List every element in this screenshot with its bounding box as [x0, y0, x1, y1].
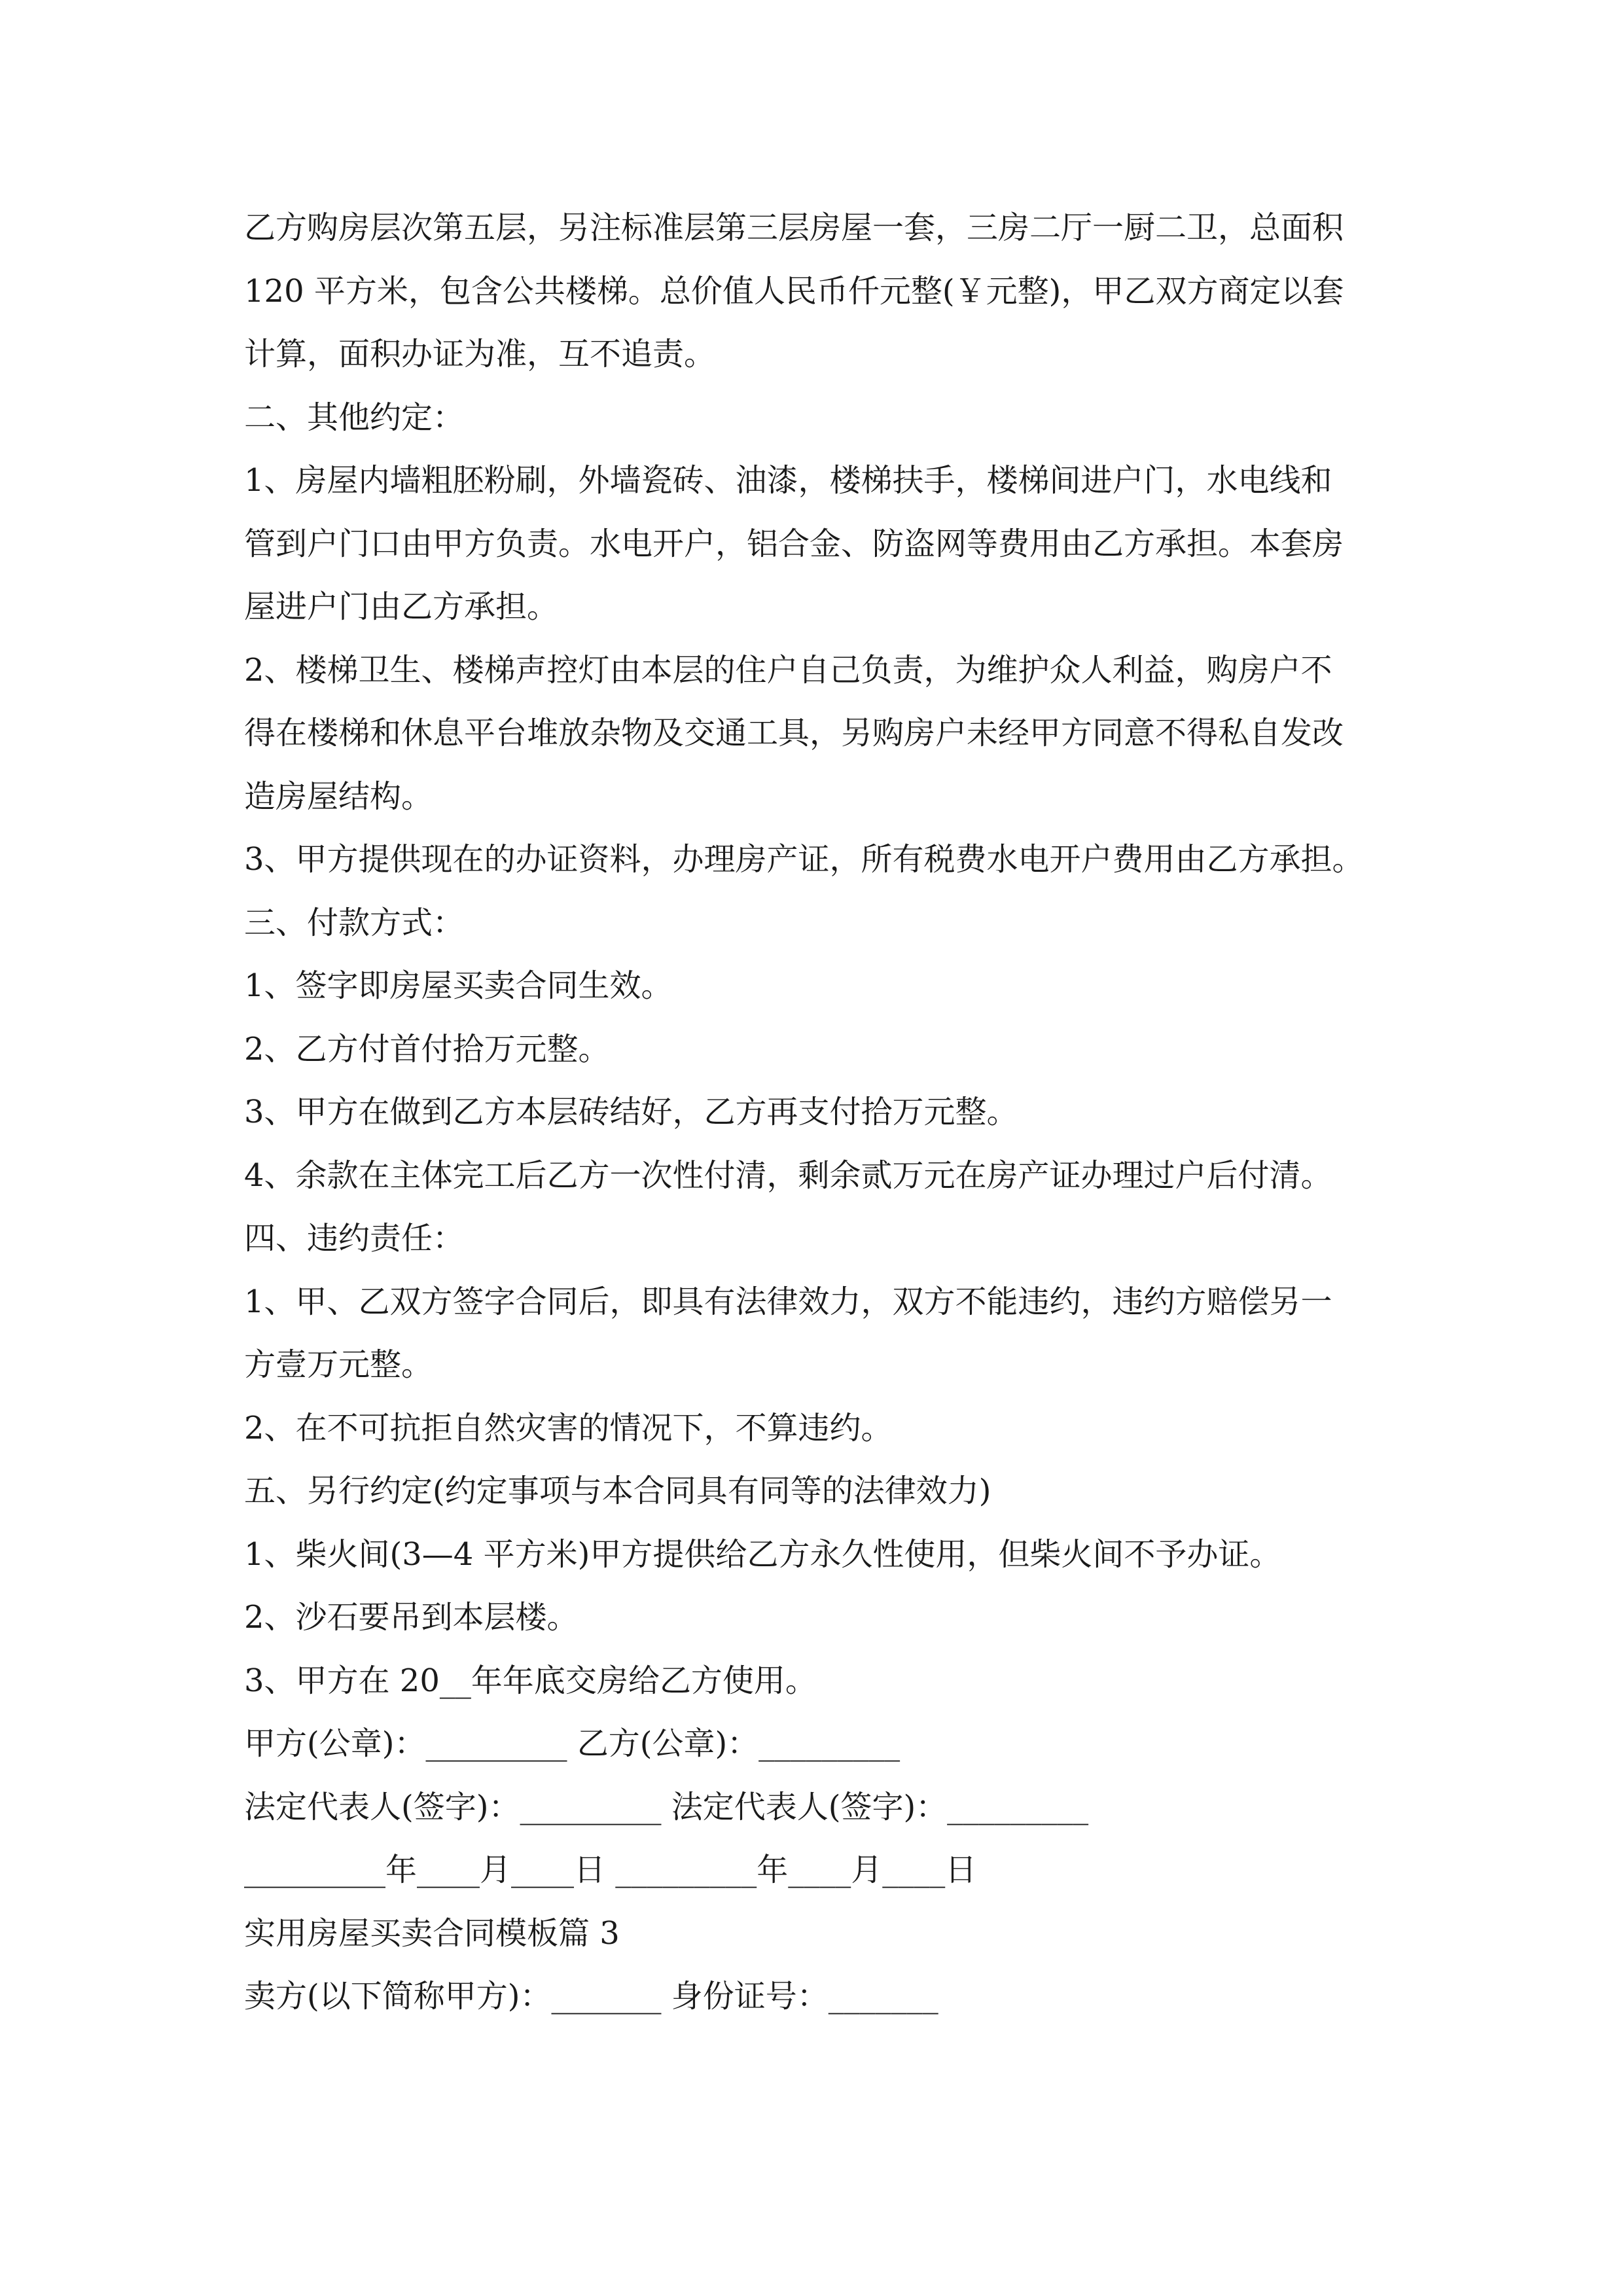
text-line: 计算，面积办证为准，互不追责。 — [244, 336, 716, 372]
text-line: 卖方(以下简称甲方)：_______ 身份证号：_______ — [244, 1978, 938, 2015]
text-line: 3、甲方提供现在的办证资料，办理房产证，所有税费水电开户费用由乙方承担。 — [244, 841, 1364, 878]
text-line: 2、沙石要吊到本层楼。 — [244, 1599, 579, 1636]
text-line: 1、柴火间(3—4 平方米)甲方提供给乙方永久性使用，但柴火间不予办证。 — [244, 1535, 1281, 1573]
text-line: 屋进户门由乙方承担。 — [244, 588, 559, 625]
text-line: 乙方购房层次第五层，另注标准层第三层房屋一套，三房二厅一厨二卫，总面积 — [244, 209, 1344, 246]
section-heading: 四、违约责任： — [244, 1220, 465, 1257]
section-heading: 三、付款方式： — [244, 904, 465, 941]
text-line: 2、在不可抗拒自然灾害的情况下，不算违约。 — [244, 1409, 893, 1446]
document-subtitle: 实用房屋买卖合同模板篇 3 — [244, 1914, 620, 1952]
signature-line-representative: 法定代表人(签字)：_________ 法定代表人(签字)：_________ — [244, 1788, 1089, 1825]
text-line: 造房屋结构。 — [244, 778, 433, 815]
text-line: 2、楼梯卫生、楼梯声控灯由本层的住户自己负责，为维护众人利益，购房户不 — [244, 651, 1332, 689]
section-heading: 五、另行约定(约定事项与本合同具有同等的法律效力) — [244, 1473, 991, 1509]
signature-line-seal: 甲方(公章)：_________ 乙方(公章)：_________ — [244, 1725, 901, 1762]
text-line: 1、签字即房屋买卖合同生效。 — [244, 967, 673, 1004]
text-line: 1、房屋内墙粗胚粉刷，外墙瓷砖、油漆，楼梯扶手，楼梯间进户门，水电线和 — [244, 462, 1332, 499]
section-heading: 二、其他约定： — [244, 399, 465, 436]
text-line: 2、乙方付首付拾万元整。 — [244, 1030, 610, 1067]
signature-line-date: _________年____月____日 _________年____月____日 — [244, 1852, 977, 1888]
text-line: 1、甲、乙双方签字合同后，即具有法律效力，双方不能违约，违约方赔偿另一 — [244, 1283, 1332, 1320]
text-line: 得在楼梯和休息平台堆放杂物及交通工具，另购房户未经甲方同意不得私自发改 — [244, 715, 1344, 751]
text-line: 管到户门口由甲方负责。水电开户，铝合金、防盗网等费用由乙方承担。本套房 — [244, 525, 1344, 562]
text-line: 3、甲方在做到乙方本层砖结好，乙方再支付拾万元整。 — [244, 1094, 1018, 1130]
document-body — [244, 196, 1422, 2028]
text-line: 方壹万元整。 — [244, 1346, 433, 1383]
text-line: 120 平方米，包含公共楼梯。总价值人民币仟元整(￥元整)，甲乙双方商定以套 — [244, 272, 1344, 310]
text-line: 3、甲方在 20__年年底交房给乙方使用。 — [244, 1662, 817, 1699]
text-line: 4、余款在主体完工后乙方一次性付清，剩余贰万元在房产证办理过户后付清。 — [244, 1157, 1332, 1194]
